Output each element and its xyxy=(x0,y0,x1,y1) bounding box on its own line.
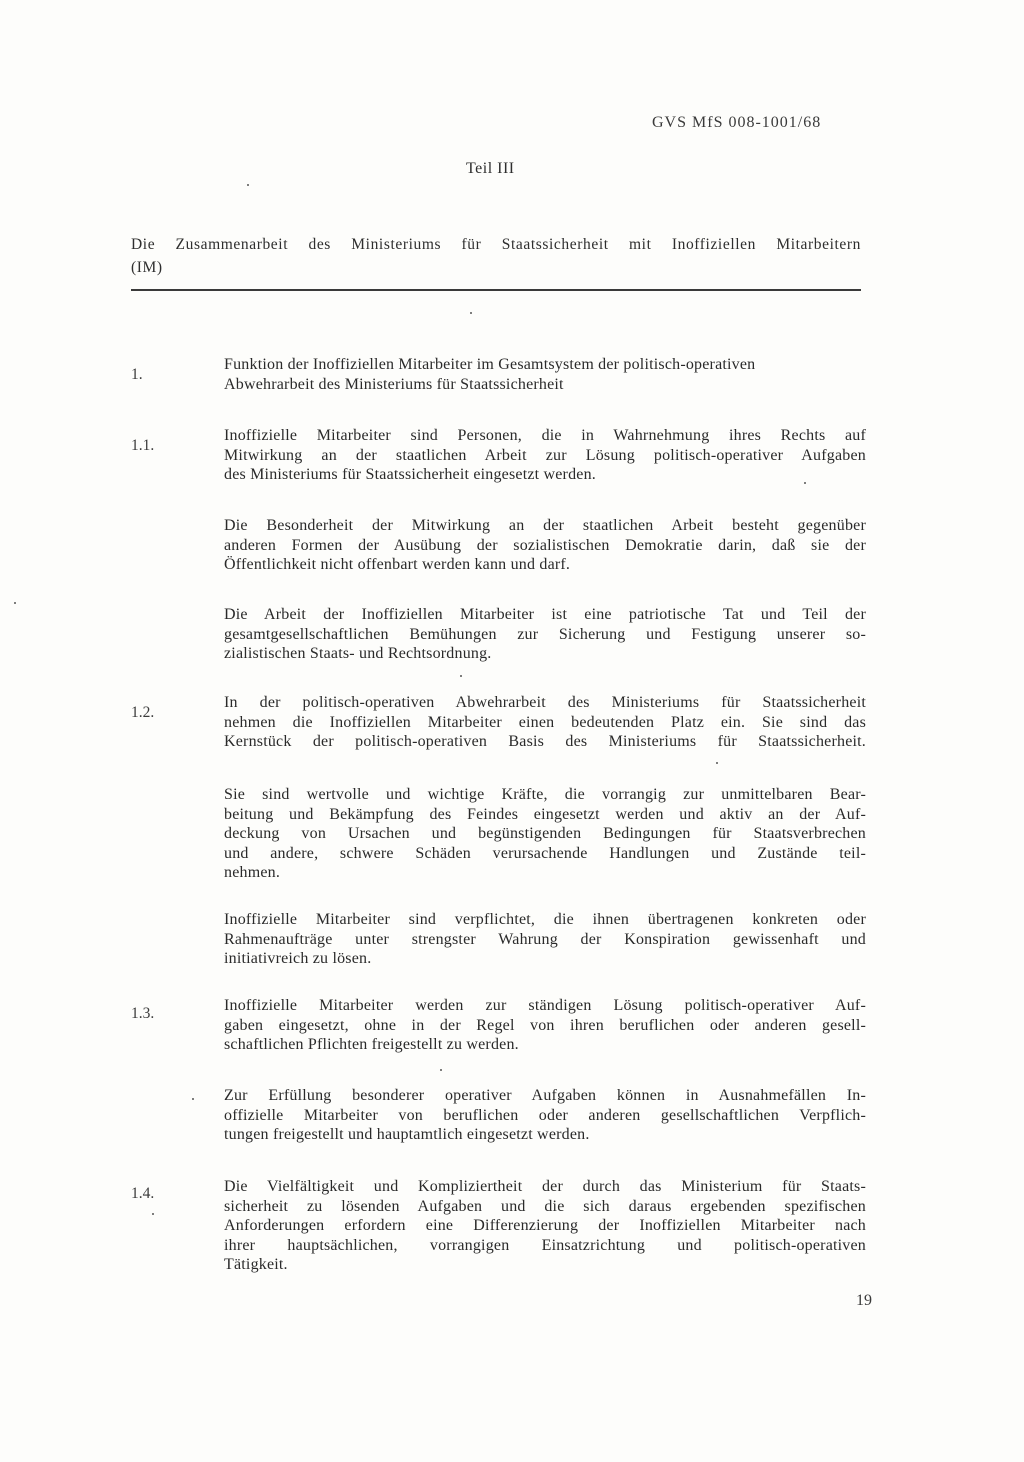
text-line: beitung und Bekämpfung des Feindes eingesetzt werden und aktiv an der Auf- xyxy=(224,805,866,823)
text-line: schaftlichen Pflichten freigestellt zu werden. xyxy=(224,1036,519,1053)
title-line-2: (IM) xyxy=(131,259,163,276)
section-number: 1.2. xyxy=(131,704,155,721)
paragraph xyxy=(224,785,866,883)
paragraph xyxy=(224,1177,866,1275)
text-line: In der politisch-operativen Abwehrarbeit des Ministeriums für Staatssicherheit xyxy=(224,694,866,711)
text-line: Abwehrarbeit des Ministeriums für Staatssicherheit xyxy=(224,375,564,393)
scan-speck xyxy=(152,1213,154,1215)
text-line: Kernstück der politisch-operativen Basis des Ministeriums für Staatssicherheit. xyxy=(224,733,866,750)
paragraph xyxy=(224,516,866,575)
document-reference: GVS MfS 008-1001/68 xyxy=(652,114,822,131)
text-line: Inoffizielle Mitarbeiter werden zur ständigen Lösung politisch-operativer Auf- xyxy=(224,997,866,1014)
text-line: Die Arbeit der Inoffiziellen Mitarbeiter ist eine patriotische Tat und Teil der xyxy=(224,606,866,623)
section-number: 1. xyxy=(131,366,143,383)
scan-speck xyxy=(470,312,472,314)
text-line: Funktion der Inoffiziellen Mitarbeiter im Gesamtsystem der politisch-operativen xyxy=(224,356,756,373)
text-line: gesamtgesellschaftlichen Bemühungen zur Sicherung und Festigung unserer so- xyxy=(224,625,866,643)
text-line: Die Vielfältigkeit und Kompliziertheit der durch das Ministerium für Staats- xyxy=(224,1178,866,1195)
scan-speck xyxy=(460,675,462,677)
text-line: initiativreich zu lösen. xyxy=(224,950,372,967)
scan-speck xyxy=(804,482,806,484)
text-line: nehmen die Inoffiziellen Mitarbeiter einen bedeutenden Platz ein. Sie sind das xyxy=(224,713,866,731)
text-line: Sie sind wertvolle und wichtige Kräfte, die vorrangig zur unmittelbaren Bear- xyxy=(224,786,866,803)
paragraph xyxy=(224,693,866,752)
text-line: Anforderungen erfordern eine Differenzierung der Inoffiziellen Mitarbeiter nach xyxy=(224,1217,866,1234)
section-heading xyxy=(224,355,866,394)
paragraph xyxy=(224,426,866,485)
text-line: gaben eingesetzt, ohne in der Regel von ihren beruflichen oder anderen gesell- xyxy=(224,1016,866,1034)
paragraph xyxy=(224,996,866,1055)
part-heading: Teil III xyxy=(466,160,515,177)
text-line: nehmen. xyxy=(224,864,281,881)
text-line: und andere, schwere Schäden verursachende Handlungen und Zustände teil- xyxy=(224,844,866,862)
paragraph xyxy=(224,1086,866,1145)
text-line: anderen Formen der Ausübung der sozialistischen Demokratie darin, daß sie der xyxy=(224,536,866,554)
scan-speck xyxy=(14,602,16,604)
text-line: Mitwirkung an der staatlichen Arbeit zur Lösung politisch-operativer Aufgaben xyxy=(224,446,866,464)
title-underline xyxy=(131,289,861,291)
page-number: 19 xyxy=(856,1292,872,1309)
text-line: Inoffizielle Mitarbeiter sind Personen, die in Wahrnehmung ihres Rechts auf xyxy=(224,427,866,444)
document-title xyxy=(131,233,861,279)
text-line: sicherheit zu lösenden Aufgaben und die sich daraus ergebenden spezifischen xyxy=(224,1197,866,1215)
text-line: Zur Erfüllung besonderer operativer Aufgaben können in Ausnahmefällen In- xyxy=(224,1087,866,1104)
text-line: Tätigkeit. xyxy=(224,1256,288,1273)
text-line: des Ministeriums für Staatssicherheit eingesetzt werden. xyxy=(224,466,596,483)
text-line: Rahmenaufträge unter strengster Wahrung der Konspiration gewissenhaft und xyxy=(224,930,866,948)
text-line: tungen freigestellt und hauptamtlich eingesetzt werden. xyxy=(224,1126,590,1143)
text-line: ihrer hauptsächlichen, vorrangigen Einsatzrichtung und politisch-operativen xyxy=(224,1236,866,1254)
scan-speck xyxy=(247,184,249,186)
text-line: deckung von Ursachen und begünstigenden Bedingungen für Staatsverbrechen xyxy=(224,825,866,842)
scan-speck xyxy=(716,762,718,764)
paragraph xyxy=(224,910,866,969)
text-line: Inoffizielle Mitarbeiter sind verpflichtet, die ihnen übertragenen konkreten oder xyxy=(224,911,866,928)
title-line-1: Die Zusammenarbeit des Ministeriums für Staatssicherheit mit Inoffiziellen Mitarbeitern xyxy=(131,236,861,253)
text-line: zialistischen Staats- und Rechtsordnung. xyxy=(224,645,492,662)
paragraph xyxy=(224,605,866,664)
section-number: 1.4. xyxy=(131,1185,155,1202)
text-line: Öffentlichkeit nicht offenbart werden kann und darf. xyxy=(224,556,571,573)
scan-speck xyxy=(192,1098,194,1100)
text-line: offizielle Mitarbeiter von beruflichen oder anderen gesellschaftlichen Verpflich- xyxy=(224,1106,866,1124)
section-number: 1.3. xyxy=(131,1005,155,1022)
section-number: 1.1. xyxy=(131,437,155,454)
text-line: Die Besonderheit der Mitwirkung an der staatlichen Arbeit besteht gegenüber xyxy=(224,517,866,534)
scan-speck xyxy=(440,1069,442,1071)
